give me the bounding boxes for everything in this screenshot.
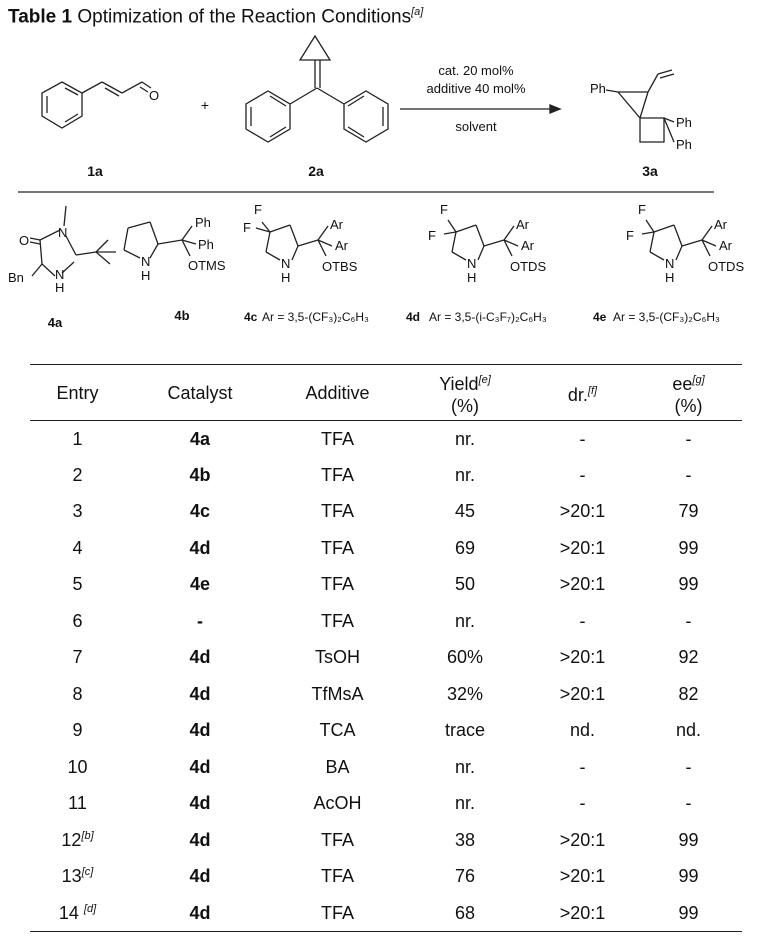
cat4c-f1: F bbox=[254, 202, 262, 217]
cell-entry-text: 2 bbox=[72, 464, 83, 485]
cat4d-desc: Ar = 3,5-(i-C₃F₇)₂C₆H₃ bbox=[429, 310, 547, 324]
oxygen-1a: O bbox=[149, 88, 160, 103]
cell-entry-text: 8 bbox=[72, 683, 83, 704]
cell-yield bbox=[400, 530, 530, 567]
cat4d-f2: F bbox=[428, 228, 436, 243]
cell-dr bbox=[530, 749, 635, 786]
cell-dr-text: - bbox=[579, 428, 586, 449]
cell-entry-text: 5 bbox=[72, 574, 83, 595]
cell-dr bbox=[530, 676, 635, 713]
cell-ee-text: 99 bbox=[678, 902, 699, 923]
label-4c: 4c bbox=[244, 310, 258, 324]
cell-additive bbox=[275, 749, 400, 786]
structure-4e bbox=[642, 220, 716, 260]
cell-additive-text: TFA bbox=[320, 866, 354, 887]
cell-catalyst-text: 4d bbox=[189, 683, 211, 704]
cell-entry bbox=[30, 713, 125, 750]
structure-4b bbox=[124, 222, 196, 258]
cell-catalyst bbox=[125, 640, 275, 677]
cell-yield-text: 76 bbox=[454, 866, 476, 887]
cell-ee bbox=[635, 603, 742, 640]
cell-ee-text: - bbox=[685, 793, 692, 814]
cell-yield bbox=[400, 494, 530, 531]
cell-dr-text: >20:1 bbox=[559, 501, 606, 522]
cell-entry-text: 11 bbox=[68, 793, 87, 814]
cell-ee bbox=[635, 786, 742, 823]
cell-catalyst-text: 4d bbox=[189, 537, 211, 558]
cell-entry bbox=[30, 640, 125, 677]
cell-additive bbox=[275, 530, 400, 567]
cell-entry-text: 14 bbox=[58, 902, 84, 923]
cell-additive bbox=[275, 822, 400, 859]
cat4d-ar2: Ar bbox=[521, 238, 534, 253]
caption-note: [a] bbox=[411, 6, 424, 18]
cell-entry-text: 6 bbox=[72, 610, 83, 631]
cell-yield bbox=[400, 895, 530, 932]
cell-ee-text: 99 bbox=[678, 829, 699, 850]
cat4c-desc: Ar = 3,5-(CF₃)₂C₆H₃ bbox=[262, 310, 369, 324]
cat4a-h: H bbox=[55, 280, 65, 295]
cell-dr-text: >20:1 bbox=[559, 647, 606, 668]
product-ph-3: Ph bbox=[676, 137, 692, 152]
cell-entry bbox=[30, 859, 125, 896]
table-row bbox=[30, 457, 742, 494]
cell-dr bbox=[530, 640, 635, 677]
cell-entry bbox=[30, 786, 125, 823]
header-ee-unit: (%) bbox=[674, 395, 703, 416]
cell-dr-text: >20:1 bbox=[559, 829, 606, 850]
cell-ee bbox=[635, 749, 742, 786]
cat4d-f1: F bbox=[440, 202, 448, 217]
arrow-condition-2: additive 40 mol% bbox=[426, 81, 526, 96]
cat4e-f1: F bbox=[638, 202, 646, 217]
cell-additive bbox=[275, 786, 400, 823]
header-ee-note: [g] bbox=[692, 373, 705, 386]
cell-additive-text: TFA bbox=[320, 537, 354, 558]
product-ph-1: Ph bbox=[590, 81, 606, 96]
cell-entry bbox=[30, 676, 125, 713]
cell-catalyst bbox=[125, 859, 275, 896]
plus-sign: + bbox=[200, 97, 210, 113]
cell-dr-text: - bbox=[579, 793, 586, 814]
cat4e-otds: OTDS bbox=[708, 259, 745, 274]
header-yield bbox=[400, 365, 530, 421]
cell-dr bbox=[530, 603, 635, 640]
cell-entry-text: 12 bbox=[61, 829, 82, 850]
cell-entry bbox=[30, 530, 125, 567]
table-row bbox=[30, 859, 742, 896]
cell-catalyst-text: 4d bbox=[189, 793, 211, 814]
reaction-arrow bbox=[400, 105, 560, 113]
cell-additive bbox=[275, 640, 400, 677]
cell-yield-text: 68 bbox=[454, 902, 476, 923]
cell-entry-text: 3 bbox=[72, 501, 83, 522]
cell-catalyst-text: 4d bbox=[189, 647, 211, 668]
cell-entry-text: 7 bbox=[72, 647, 83, 668]
cat4c-f2: F bbox=[243, 220, 251, 235]
cell-catalyst-text: 4e bbox=[189, 574, 211, 595]
product-ph-2: Ph bbox=[676, 115, 692, 130]
cell-ee bbox=[635, 494, 742, 531]
table-row bbox=[30, 530, 742, 567]
header-yield-label: Yield bbox=[439, 373, 479, 394]
cat4e-desc: Ar = 3,5-(CF₃)₂C₆H₃ bbox=[613, 310, 720, 324]
cell-yield-text: nr. bbox=[454, 464, 475, 485]
table-row bbox=[30, 494, 742, 531]
cell-additive bbox=[275, 895, 400, 932]
cell-additive bbox=[275, 567, 400, 604]
cell-dr bbox=[530, 822, 635, 859]
cell-yield bbox=[400, 421, 530, 458]
cell-catalyst bbox=[125, 786, 275, 823]
cell-catalyst bbox=[125, 822, 275, 859]
cat4c-ar2: Ar bbox=[335, 238, 348, 253]
label-4a: 4a bbox=[47, 315, 63, 330]
cell-entry bbox=[30, 822, 125, 859]
table-row bbox=[30, 567, 742, 604]
cell-yield-text: nr. bbox=[454, 793, 475, 814]
table-row bbox=[30, 895, 742, 932]
cat4e-ar1: Ar bbox=[714, 217, 727, 232]
cell-ee bbox=[635, 530, 742, 567]
cell-dr bbox=[530, 494, 635, 531]
cat4b-otms: OTMS bbox=[188, 258, 226, 273]
arrow-condition-3: solvent bbox=[455, 119, 497, 134]
header-ee bbox=[635, 365, 742, 421]
cell-entry-text: 13 bbox=[61, 866, 82, 887]
cell-ee-text: 92 bbox=[678, 647, 699, 668]
caption-label: Table 1 bbox=[8, 6, 73, 28]
cell-additive bbox=[275, 457, 400, 494]
structure-2a bbox=[246, 36, 388, 142]
cell-dr bbox=[530, 421, 635, 458]
cell-entry bbox=[30, 603, 125, 640]
optimization-table bbox=[30, 364, 742, 932]
cat4e-h: H bbox=[665, 270, 675, 285]
cell-ee bbox=[635, 713, 742, 750]
cell-yield-text: 32% bbox=[446, 683, 484, 704]
cell-catalyst-text: 4c bbox=[189, 501, 211, 522]
cell-yield bbox=[400, 640, 530, 677]
cell-additive bbox=[275, 713, 400, 750]
cell-catalyst-text: 4b bbox=[189, 464, 211, 485]
header-dr-note: [f] bbox=[587, 384, 598, 397]
cell-ee bbox=[635, 567, 742, 604]
header-yield-unit: (%) bbox=[451, 395, 479, 416]
cell-additive bbox=[275, 859, 400, 896]
cell-entry-text: 4 bbox=[72, 537, 83, 558]
cell-additive-text: TFA bbox=[320, 501, 354, 522]
table-row bbox=[30, 786, 742, 823]
arrow-condition-1: cat. 20 mol% bbox=[438, 63, 514, 78]
cell-yield bbox=[400, 822, 530, 859]
structure-4d bbox=[444, 220, 518, 260]
cell-additive-text: TFA bbox=[320, 829, 354, 850]
label-4d: 4d bbox=[406, 310, 421, 324]
cell-catalyst-text: 4d bbox=[189, 756, 211, 777]
table-row bbox=[30, 713, 742, 750]
cell-yield bbox=[400, 749, 530, 786]
table-row bbox=[30, 421, 742, 458]
cat4d-otds: OTDS bbox=[510, 259, 547, 274]
header-catalyst: Catalyst bbox=[125, 365, 275, 421]
cell-yield bbox=[400, 676, 530, 713]
structure-4c bbox=[256, 222, 332, 260]
cell-yield bbox=[400, 786, 530, 823]
cell-catalyst-text: 4a bbox=[189, 428, 211, 449]
cell-additive-text: TsOH bbox=[315, 647, 360, 668]
cell-additive bbox=[275, 676, 400, 713]
cell-yield-text: nr. bbox=[454, 756, 475, 777]
header-additive: Additive bbox=[275, 365, 400, 421]
cell-entry bbox=[30, 895, 125, 932]
cell-yield-text: 50 bbox=[454, 574, 476, 595]
cell-dr bbox=[530, 859, 635, 896]
cell-additive-text: TFA bbox=[320, 428, 354, 449]
table-row bbox=[30, 603, 742, 640]
cell-additive-text: TfMsA bbox=[311, 683, 364, 704]
table-row bbox=[30, 640, 742, 677]
cell-additive-text: AcOH bbox=[313, 793, 362, 814]
cell-ee-text: 99 bbox=[678, 866, 699, 887]
cell-catalyst-text: 4d bbox=[189, 902, 211, 923]
cell-catalyst bbox=[125, 530, 275, 567]
cat4a-n2: N bbox=[55, 267, 65, 282]
cat4a-bn: Bn bbox=[8, 270, 24, 285]
cell-entry-text: 9 bbox=[72, 720, 83, 741]
cell-additive-text: TFA bbox=[320, 902, 354, 923]
cell-ee-text: nd. bbox=[675, 720, 702, 741]
entry-footnote: [b] bbox=[81, 829, 94, 842]
cat4e-ar2: Ar bbox=[719, 238, 732, 253]
cell-dr-text: >20:1 bbox=[559, 537, 606, 558]
structure-4a bbox=[30, 206, 116, 276]
cell-additive bbox=[275, 421, 400, 458]
cell-catalyst-text: 4d bbox=[189, 720, 211, 741]
cell-entry bbox=[30, 457, 125, 494]
cell-ee bbox=[635, 421, 742, 458]
cat4a-n1: N bbox=[58, 225, 68, 240]
cat4c-n: N bbox=[281, 256, 291, 271]
cell-entry bbox=[30, 567, 125, 604]
cat4b-ph2: Ph bbox=[198, 237, 214, 252]
cell-dr bbox=[530, 567, 635, 604]
cell-ee bbox=[635, 676, 742, 713]
header-ee-label: ee bbox=[672, 373, 693, 394]
table-row bbox=[30, 749, 742, 786]
cell-ee-text: 82 bbox=[678, 683, 699, 704]
header-entry: Entry bbox=[30, 365, 125, 421]
cat4d-ar1: Ar bbox=[516, 217, 529, 232]
table-row bbox=[30, 676, 742, 713]
cell-catalyst bbox=[125, 749, 275, 786]
cell-yield-text: trace bbox=[444, 720, 486, 741]
caption-text: Optimization of the Reaction Conditions bbox=[77, 6, 412, 28]
cell-dr-text: >20:1 bbox=[559, 683, 606, 704]
cat4c-ar1: Ar bbox=[330, 217, 343, 232]
cell-yield bbox=[400, 713, 530, 750]
table-header-row bbox=[30, 365, 742, 421]
cell-entry-text: 1 bbox=[72, 428, 83, 449]
cell-catalyst bbox=[125, 567, 275, 604]
cell-yield bbox=[400, 457, 530, 494]
cat4e-f2: F bbox=[626, 228, 634, 243]
label-2a: 2a bbox=[308, 163, 324, 179]
cell-catalyst-text: - bbox=[197, 610, 203, 631]
cell-ee-text: - bbox=[685, 756, 692, 777]
label-4e: 4e bbox=[593, 310, 607, 324]
cell-dr-text: - bbox=[579, 610, 586, 631]
cell-catalyst bbox=[125, 457, 275, 494]
cell-yield-text: 38 bbox=[454, 829, 476, 850]
cell-ee-text: 99 bbox=[678, 574, 699, 595]
cell-entry-text: 10 bbox=[67, 756, 88, 777]
cell-yield bbox=[400, 567, 530, 604]
cell-ee bbox=[635, 859, 742, 896]
cell-catalyst-text: 4d bbox=[189, 829, 211, 850]
cell-dr-text: >20:1 bbox=[559, 866, 606, 887]
header-dr-label: dr. bbox=[567, 384, 588, 405]
cell-additive bbox=[275, 494, 400, 531]
cell-yield-text: 69 bbox=[454, 537, 476, 558]
cell-ee-text: - bbox=[685, 464, 692, 485]
cell-ee-text: - bbox=[685, 610, 692, 631]
cat4e-n: N bbox=[665, 256, 675, 271]
label-1a: 1a bbox=[87, 163, 103, 179]
cell-yield-text: nr. bbox=[454, 428, 475, 449]
header-yield-note: [e] bbox=[478, 373, 491, 386]
structure-1a bbox=[42, 82, 159, 128]
cell-yield-text: 45 bbox=[454, 501, 476, 522]
cat4a-o: O bbox=[19, 233, 30, 248]
cell-additive bbox=[275, 603, 400, 640]
cell-additive-text: TFA bbox=[320, 574, 354, 595]
cell-catalyst bbox=[125, 895, 275, 932]
cell-dr bbox=[530, 786, 635, 823]
cell-dr bbox=[530, 713, 635, 750]
cat4b-n: N bbox=[141, 254, 151, 269]
cell-dr-text: - bbox=[579, 756, 586, 777]
cell-dr bbox=[530, 530, 635, 567]
cat4d-h: H bbox=[467, 270, 477, 285]
cell-dr bbox=[530, 457, 635, 494]
cell-additive-text: TFA bbox=[320, 610, 354, 631]
cell-ee bbox=[635, 822, 742, 859]
cell-dr-text: nd. bbox=[569, 720, 596, 741]
cell-ee bbox=[635, 895, 742, 932]
cell-entry bbox=[30, 421, 125, 458]
cell-catalyst bbox=[125, 603, 275, 640]
cell-yield bbox=[400, 603, 530, 640]
cell-ee-text: 79 bbox=[678, 501, 699, 522]
table-row bbox=[30, 822, 742, 859]
reaction-scheme bbox=[0, 0, 764, 360]
cell-ee-text: - bbox=[685, 428, 692, 449]
cell-yield bbox=[400, 859, 530, 896]
cell-yield-text: 60% bbox=[446, 647, 484, 668]
cell-catalyst bbox=[125, 421, 275, 458]
cell-additive-text: BA bbox=[325, 756, 350, 777]
cell-catalyst-text: 4d bbox=[189, 866, 211, 887]
cell-ee bbox=[635, 457, 742, 494]
cell-ee bbox=[635, 640, 742, 677]
entry-footnote: [d] bbox=[83, 902, 97, 915]
cat4b-ph1: Ph bbox=[195, 215, 211, 230]
cat4d-n: N bbox=[467, 256, 477, 271]
cell-additive-text: TCA bbox=[319, 720, 356, 741]
label-3a: 3a bbox=[642, 163, 658, 179]
cell-ee-text: 99 bbox=[678, 537, 699, 558]
cell-dr bbox=[530, 895, 635, 932]
cat4b-h: H bbox=[141, 268, 151, 283]
cell-yield-text: nr. bbox=[454, 610, 475, 631]
header-dr bbox=[530, 365, 635, 421]
cell-catalyst bbox=[125, 494, 275, 531]
cat4c-otbs: OTBS bbox=[322, 259, 358, 274]
cat4c-h: H bbox=[281, 270, 291, 285]
cell-entry bbox=[30, 494, 125, 531]
cell-dr-text: >20:1 bbox=[559, 574, 606, 595]
entry-footnote: [c] bbox=[81, 866, 94, 879]
cell-entry bbox=[30, 749, 125, 786]
cell-catalyst bbox=[125, 676, 275, 713]
cell-dr-text: >20:1 bbox=[559, 902, 606, 923]
structure-3a bbox=[606, 70, 674, 142]
label-4b: 4b bbox=[174, 308, 190, 323]
cell-additive-text: TFA bbox=[320, 464, 354, 485]
cell-dr-text: - bbox=[579, 464, 586, 485]
cell-catalyst bbox=[125, 713, 275, 750]
